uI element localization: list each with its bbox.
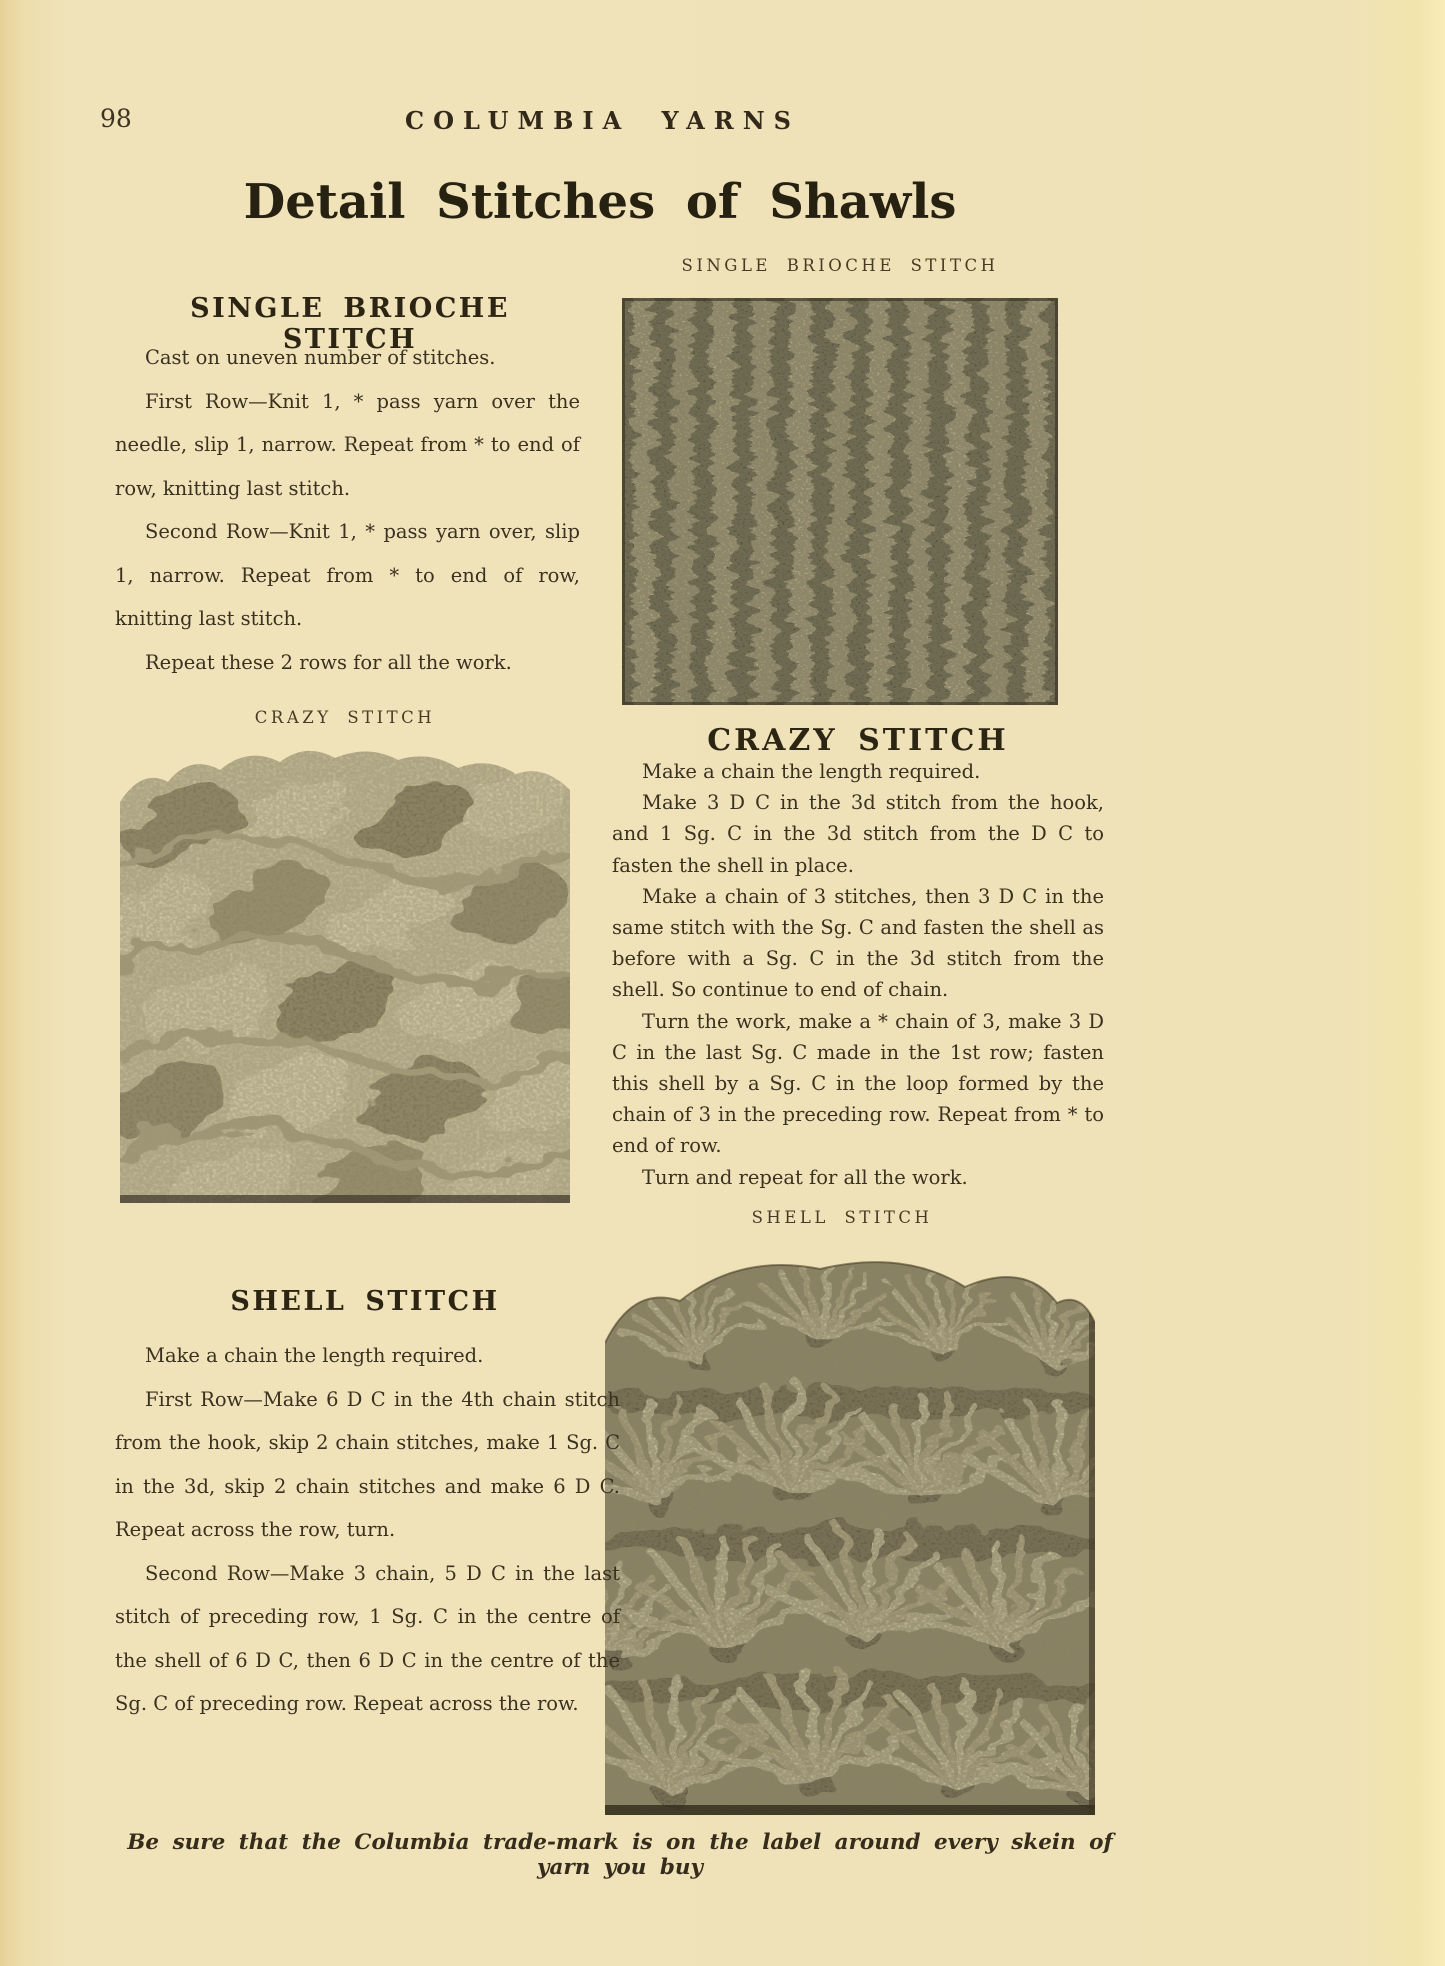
paragraph: Second Row—Knit 1, * pass yarn over, slip 1, narrow. Repeat from * to end of row, knitting last stitch. (115, 520, 580, 630)
crazy-instructions (612, 756, 1104, 1193)
paragraph: Turn and repeat for all the work. (642, 1165, 968, 1189)
shell-instructions (115, 1334, 620, 1726)
shell-heading: SHELL STITCH (230, 1286, 500, 1317)
paragraph: Second Row—Make 3 chain, 5 D C in the last stitch of preceding row, 1 Sg. C in the centre of the shell of 6 D C, then 6 D C in the centre of the Sg. C of preceding row. Repeat across the row. (115, 1561, 620, 1715)
crazy-heading: CRAZY STITCH (707, 723, 1009, 758)
paragraph: Cast on uneven number of stitches. (145, 346, 496, 369)
paragraph: First Row—Make 6 D C in the 4th chain stitch from the hook, skip 2 chain stitches, make 1 Sg. C in the 3d, skip 2 chain stitches and make 6 D C. Repeat across the row, turn. (115, 1387, 620, 1541)
paragraph: Repeat these 2 rows for all the work. (145, 650, 512, 674)
paragraph: Make 3 D C in the 3d stitch from the hook, and 1 Sg. C in the 3d stitch from the D C to fasten the shell in place. (612, 791, 1104, 877)
shell-stitch-photo (605, 1243, 1095, 1815)
page-title: Detail Stitches of Shawls (243, 174, 957, 230)
brioche-photo-caption: SINGLE BRIOCHE STITCH (681, 256, 999, 275)
paragraph: Make a chain of 3 stitches, then 3 D C in the same stitch with the Sg. C and fasten the shell as before with a Sg. C in the 3d stitch from the shell. So continue to end of chain. (612, 884, 1104, 1002)
crazy-photo-caption: CRAZY STITCH (254, 708, 436, 727)
shell-photo-caption: SHELL STITCH (751, 1208, 933, 1227)
trademark-note: Be sure that the Columbia trade-mark is on the label around every skein of yarn you buy (127, 1830, 1113, 1880)
running-header: COLUMBIA YARNS (405, 106, 800, 135)
brioche-heading: SINGLE BRIOCHE STITCH (190, 293, 510, 355)
crazy-stitch-photo (120, 740, 570, 1203)
paragraph: Make a chain the length required. (145, 1344, 484, 1367)
single-brioche-stitch-photo (622, 298, 1058, 705)
paragraph: Turn the work, make a * chain of 3, make 3 D C in the last Sg. C made in the 1st row; fasten this shell by a Sg. C in the loop formed by the chain of 3 in the preceding row. Repeat from * to end of row. (612, 1009, 1104, 1158)
brioche-instructions (115, 336, 580, 684)
page-number: 98 (100, 104, 132, 133)
paragraph: First Row—Knit 1, * pass yarn over the needle, slip 1, narrow. Repeat from * to end of row, knitting last stitch. (115, 389, 580, 500)
paragraph: Make a chain the length required. (642, 760, 981, 783)
